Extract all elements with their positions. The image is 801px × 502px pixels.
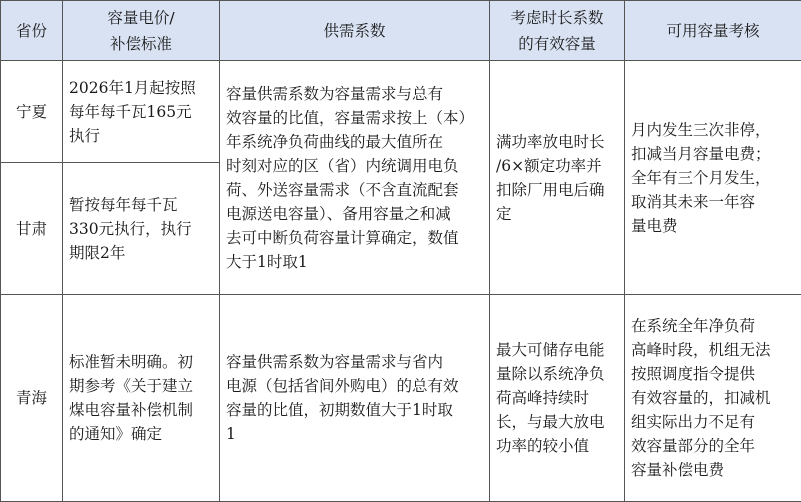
coefficient-ningxia-gansu: 容量供需系数为容量需求与总有 效容量的比值，容量需求按上（本） 年系统净负荷曲线的最大值所在 时刻对应的区（省）内统调用电负 荷、外送容量需求（不含直流配套 电源送电容量）、备用容量之和减 去可中断负荷容量计算确定，数值 大于1时取1 xyxy=(220,61,490,295)
table-row-qinghai xyxy=(1,295,801,502)
header-assessment: 可用容量考核 xyxy=(625,1,801,61)
header-province: 省份 xyxy=(1,1,63,61)
price-ningxia: 2026年1月起按照 每年每千瓦165元 执行 xyxy=(63,61,220,163)
province-qinghai: 青海 xyxy=(1,295,63,502)
province-gansu: 甘肃 xyxy=(1,163,63,295)
table-header-row xyxy=(1,1,801,61)
header-price: 容量电价/ 补偿标准 xyxy=(63,1,220,61)
price-gansu: 暂按每年每千瓦 330元执行，执行 期限2年 xyxy=(63,163,220,295)
coefficient-qinghai: 容量供需系数为容量需求与省内 电源（包括省间外购电）的总有效 容量的比值，初期数值大于1时取 1 xyxy=(220,295,490,502)
province-ningxia: 宁夏 xyxy=(1,61,63,163)
table-row-ningxia xyxy=(1,61,801,163)
assessment-qinghai: 在系统全年净负荷 高峰时段，机组无法 按照调度指令提供 有效容量的，扣减机 组实际出力不足有 效容量部分的全年 容量补偿电费 xyxy=(625,295,801,502)
duration-qinghai: 最大可储存电能 量除以系统净负 荷高峰持续时 长，与最大放电 功率的较小值 xyxy=(490,295,625,502)
header-coefficient: 供需系数 xyxy=(220,1,490,61)
header-duration: 考虑时长系数 的有效容量 xyxy=(490,1,625,61)
assessment-ningxia-gansu: 月内发生三次非停， 扣减当月容量电费； 全年有三个月发生， 取消其未来一年容 量电费 xyxy=(625,61,801,295)
duration-ningxia-gansu: 满功率放电时长 /6×额定功率并 扣除厂用电后确 定 xyxy=(490,61,625,295)
price-qinghai: 标准暂未明确。初 期参考《关于建立 煤电容量补偿机制 的通知》确定 xyxy=(63,295,220,502)
